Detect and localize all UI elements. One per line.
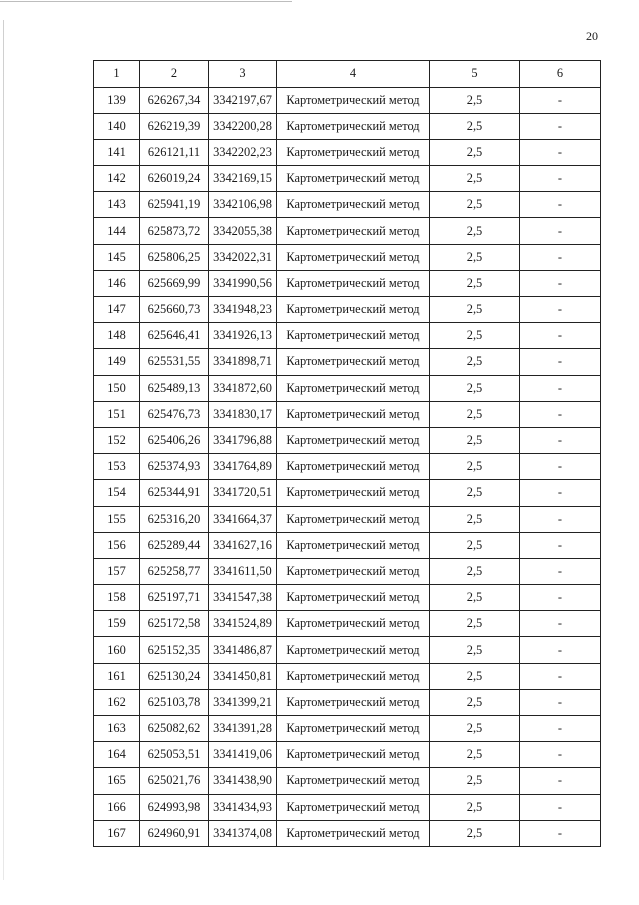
accuracy-cell: 2,5 (430, 716, 520, 742)
method-cell: Картометрический метод (277, 480, 430, 506)
accuracy-cell: 2,5 (430, 454, 520, 480)
y-coordinate-cell: 3341948,23 (209, 297, 277, 323)
method-cell: Картометрический метод (277, 166, 430, 192)
accuracy-cell: 2,5 (430, 87, 520, 113)
x-coordinate-cell: 625489,13 (140, 375, 209, 401)
y-coordinate-cell: 3341391,28 (209, 716, 277, 742)
point-number-cell: 164 (94, 742, 140, 768)
x-coordinate-cell: 624993,98 (140, 794, 209, 820)
method-cell: Картометрический метод (277, 375, 430, 401)
note-cell: - (520, 270, 601, 296)
x-coordinate-cell: 625406,26 (140, 427, 209, 453)
x-coordinate-cell: 626019,24 (140, 166, 209, 192)
table-row (94, 480, 601, 506)
table-row (94, 585, 601, 611)
y-coordinate-cell: 3342106,98 (209, 192, 277, 218)
y-coordinate-cell: 3341438,90 (209, 768, 277, 794)
accuracy-cell: 2,5 (430, 139, 520, 165)
table-header (94, 61, 601, 88)
note-cell: - (520, 454, 601, 480)
accuracy-cell: 2,5 (430, 532, 520, 558)
table-body (94, 87, 601, 846)
accuracy-cell: 2,5 (430, 427, 520, 453)
point-number-cell: 150 (94, 375, 140, 401)
method-cell: Картометрический метод (277, 323, 430, 349)
method-cell: Картометрический метод (277, 454, 430, 480)
method-cell: Картометрический метод (277, 742, 430, 768)
table-row (94, 742, 601, 768)
accuracy-cell: 2,5 (430, 323, 520, 349)
note-cell: - (520, 637, 601, 663)
x-coordinate-cell: 625258,77 (140, 558, 209, 584)
x-coordinate-cell: 625476,73 (140, 401, 209, 427)
accuracy-cell: 2,5 (430, 637, 520, 663)
header-cell-6: 6 (520, 61, 601, 88)
x-coordinate-cell: 625152,35 (140, 637, 209, 663)
point-number-cell: 149 (94, 349, 140, 375)
point-number-cell: 165 (94, 768, 140, 794)
note-cell: - (520, 166, 601, 192)
y-coordinate-cell: 3341796,88 (209, 427, 277, 453)
note-cell: - (520, 532, 601, 558)
x-coordinate-cell: 625344,91 (140, 480, 209, 506)
table-row (94, 506, 601, 532)
method-cell: Картометрический метод (277, 401, 430, 427)
note-cell: - (520, 506, 601, 532)
point-number-cell: 155 (94, 506, 140, 532)
note-cell: - (520, 558, 601, 584)
table-row (94, 87, 601, 113)
y-coordinate-cell: 3342200,28 (209, 113, 277, 139)
y-coordinate-cell: 3341627,16 (209, 532, 277, 558)
accuracy-cell: 2,5 (430, 689, 520, 715)
point-number-cell: 167 (94, 820, 140, 846)
x-coordinate-cell: 626121,11 (140, 139, 209, 165)
table-row (94, 349, 601, 375)
method-cell: Картометрический метод (277, 558, 430, 584)
point-number-cell: 158 (94, 585, 140, 611)
point-number-cell: 148 (94, 323, 140, 349)
method-cell: Картометрический метод (277, 820, 430, 846)
y-coordinate-cell: 3341434,93 (209, 794, 277, 820)
method-cell: Картометрический метод (277, 244, 430, 270)
accuracy-cell: 2,5 (430, 375, 520, 401)
accuracy-cell: 2,5 (430, 401, 520, 427)
point-number-cell: 163 (94, 716, 140, 742)
note-cell: - (520, 742, 601, 768)
table-row (94, 794, 601, 820)
method-cell: Картометрический метод (277, 768, 430, 794)
page-number: 20 (586, 29, 598, 43)
note-cell: - (520, 375, 601, 401)
point-number-cell: 142 (94, 166, 140, 192)
method-cell: Картометрический метод (277, 270, 430, 296)
y-coordinate-cell: 3341990,56 (209, 270, 277, 296)
accuracy-cell: 2,5 (430, 820, 520, 846)
point-number-cell: 162 (94, 689, 140, 715)
table-row (94, 820, 601, 846)
method-cell: Картометрический метод (277, 794, 430, 820)
point-number-cell: 152 (94, 427, 140, 453)
accuracy-cell: 2,5 (430, 480, 520, 506)
point-number-cell: 145 (94, 244, 140, 270)
method-cell: Картометрический метод (277, 218, 430, 244)
y-coordinate-cell: 3341419,06 (209, 742, 277, 768)
table-row (94, 218, 601, 244)
method-cell: Картометрический метод (277, 427, 430, 453)
table-row (94, 297, 601, 323)
table-row (94, 401, 601, 427)
table-row (94, 768, 601, 794)
accuracy-cell: 2,5 (430, 349, 520, 375)
table-row (94, 139, 601, 165)
table-row (94, 454, 601, 480)
point-number-cell: 151 (94, 401, 140, 427)
accuracy-cell: 2,5 (430, 558, 520, 584)
method-cell: Картометрический метод (277, 297, 430, 323)
point-number-cell: 139 (94, 87, 140, 113)
method-cell: Картометрический метод (277, 506, 430, 532)
method-cell: Картометрический метод (277, 689, 430, 715)
x-coordinate-cell: 625053,51 (140, 742, 209, 768)
accuracy-cell: 2,5 (430, 506, 520, 532)
note-cell: - (520, 611, 601, 637)
note-cell: - (520, 192, 601, 218)
accuracy-cell: 2,5 (430, 244, 520, 270)
x-coordinate-cell: 624960,91 (140, 820, 209, 846)
header-row (94, 61, 601, 88)
header-cell-5: 5 (430, 61, 520, 88)
table-row (94, 663, 601, 689)
table-row (94, 375, 601, 401)
method-cell: Картометрический метод (277, 716, 430, 742)
x-coordinate-cell: 625082,62 (140, 716, 209, 742)
note-cell: - (520, 585, 601, 611)
point-number-cell: 140 (94, 113, 140, 139)
point-number-cell: 159 (94, 611, 140, 637)
y-coordinate-cell: 3341872,60 (209, 375, 277, 401)
note-cell: - (520, 663, 601, 689)
table-row (94, 113, 601, 139)
x-coordinate-cell: 625316,20 (140, 506, 209, 532)
table-row (94, 427, 601, 453)
note-cell: - (520, 427, 601, 453)
scan-left-edge-line (3, 20, 4, 880)
y-coordinate-cell: 3341926,13 (209, 323, 277, 349)
y-coordinate-cell: 3342055,38 (209, 218, 277, 244)
x-coordinate-cell: 625941,19 (140, 192, 209, 218)
y-coordinate-cell: 3341764,89 (209, 454, 277, 480)
accuracy-cell: 2,5 (430, 768, 520, 794)
y-coordinate-cell: 3341720,51 (209, 480, 277, 506)
note-cell: - (520, 794, 601, 820)
table-row (94, 166, 601, 192)
x-coordinate-cell: 625531,55 (140, 349, 209, 375)
note-cell: - (520, 480, 601, 506)
point-number-cell: 141 (94, 139, 140, 165)
table-row (94, 270, 601, 296)
x-coordinate-cell: 625806,25 (140, 244, 209, 270)
table-row (94, 244, 601, 270)
accuracy-cell: 2,5 (430, 663, 520, 689)
y-coordinate-cell: 3342197,67 (209, 87, 277, 113)
header-cell-3: 3 (209, 61, 277, 88)
point-number-cell: 156 (94, 532, 140, 558)
note-cell: - (520, 244, 601, 270)
method-cell: Картометрический метод (277, 192, 430, 218)
header-cell-4: 4 (277, 61, 430, 88)
note-cell: - (520, 820, 601, 846)
y-coordinate-cell: 3341399,21 (209, 689, 277, 715)
y-coordinate-cell: 3341830,17 (209, 401, 277, 427)
y-coordinate-cell: 3341547,38 (209, 585, 277, 611)
method-cell: Картометрический метод (277, 637, 430, 663)
x-coordinate-cell: 625669,99 (140, 270, 209, 296)
accuracy-cell: 2,5 (430, 192, 520, 218)
accuracy-cell: 2,5 (430, 585, 520, 611)
method-cell: Картометрический метод (277, 532, 430, 558)
accuracy-cell: 2,5 (430, 611, 520, 637)
point-number-cell: 147 (94, 297, 140, 323)
method-cell: Картометрический метод (277, 113, 430, 139)
note-cell: - (520, 689, 601, 715)
y-coordinate-cell: 3341898,71 (209, 349, 277, 375)
note-cell: - (520, 716, 601, 742)
accuracy-cell: 2,5 (430, 218, 520, 244)
accuracy-cell: 2,5 (430, 794, 520, 820)
x-coordinate-cell: 625374,93 (140, 454, 209, 480)
method-cell: Картометрический метод (277, 585, 430, 611)
method-cell: Картометрический метод (277, 663, 430, 689)
y-coordinate-cell: 3342022,31 (209, 244, 277, 270)
y-coordinate-cell: 3341611,50 (209, 558, 277, 584)
x-coordinate-cell: 626267,34 (140, 87, 209, 113)
point-number-cell: 161 (94, 663, 140, 689)
method-cell: Картометрический метод (277, 349, 430, 375)
accuracy-cell: 2,5 (430, 166, 520, 192)
scan-top-edge-line (0, 1, 292, 2)
method-cell: Картометрический метод (277, 611, 430, 637)
table-row (94, 323, 601, 349)
accuracy-cell: 2,5 (430, 742, 520, 768)
table-row (94, 558, 601, 584)
note-cell: - (520, 768, 601, 794)
accuracy-cell: 2,5 (430, 113, 520, 139)
point-number-cell: 160 (94, 637, 140, 663)
point-number-cell: 157 (94, 558, 140, 584)
x-coordinate-cell: 625646,41 (140, 323, 209, 349)
header-cell-1: 1 (94, 61, 140, 88)
point-number-cell: 153 (94, 454, 140, 480)
y-coordinate-cell: 3342169,15 (209, 166, 277, 192)
note-cell: - (520, 218, 601, 244)
table-row (94, 532, 601, 558)
x-coordinate-cell: 625021,76 (140, 768, 209, 794)
x-coordinate-cell: 626219,39 (140, 113, 209, 139)
x-coordinate-cell: 625660,73 (140, 297, 209, 323)
point-number-cell: 146 (94, 270, 140, 296)
x-coordinate-cell: 625172,58 (140, 611, 209, 637)
header-cell-2: 2 (140, 61, 209, 88)
y-coordinate-cell: 3341524,89 (209, 611, 277, 637)
x-coordinate-cell: 625197,71 (140, 585, 209, 611)
point-number-cell: 144 (94, 218, 140, 244)
table-row (94, 689, 601, 715)
note-cell: - (520, 87, 601, 113)
point-number-cell: 143 (94, 192, 140, 218)
y-coordinate-cell: 3341486,87 (209, 637, 277, 663)
x-coordinate-cell: 625103,78 (140, 689, 209, 715)
table-row (94, 637, 601, 663)
method-cell: Картометрический метод (277, 87, 430, 113)
note-cell: - (520, 297, 601, 323)
accuracy-cell: 2,5 (430, 297, 520, 323)
accuracy-cell: 2,5 (430, 270, 520, 296)
coordinates-table (93, 60, 601, 847)
note-cell: - (520, 349, 601, 375)
point-number-cell: 154 (94, 480, 140, 506)
note-cell: - (520, 113, 601, 139)
y-coordinate-cell: 3342202,23 (209, 139, 277, 165)
note-cell: - (520, 139, 601, 165)
table-row (94, 192, 601, 218)
method-cell: Картометрический метод (277, 139, 430, 165)
note-cell: - (520, 401, 601, 427)
y-coordinate-cell: 3341664,37 (209, 506, 277, 532)
x-coordinate-cell: 625873,72 (140, 218, 209, 244)
y-coordinate-cell: 3341450,81 (209, 663, 277, 689)
x-coordinate-cell: 625130,24 (140, 663, 209, 689)
point-number-cell: 166 (94, 794, 140, 820)
x-coordinate-cell: 625289,44 (140, 532, 209, 558)
y-coordinate-cell: 3341374,08 (209, 820, 277, 846)
note-cell: - (520, 323, 601, 349)
table-row (94, 716, 601, 742)
table-row (94, 611, 601, 637)
